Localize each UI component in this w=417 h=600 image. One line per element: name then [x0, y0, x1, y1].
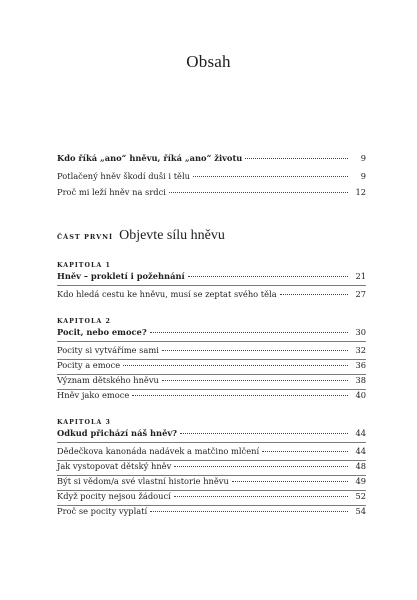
toc-entry-page: 12: [355, 187, 366, 197]
toc-entry-page: 54: [355, 506, 366, 516]
chapter-page: 44: [355, 428, 366, 438]
toc-entry: [57, 446, 366, 461]
dot-leader: [123, 365, 348, 366]
toc-entry-page: 49: [355, 476, 366, 486]
dot-leader: [169, 192, 348, 193]
toc-entry-page: 38: [355, 375, 366, 385]
toc-entry-page: 48: [355, 461, 366, 471]
toc-entry: [57, 375, 366, 390]
dot-leader: [174, 466, 348, 467]
toc-entry-title: Kdo říká „ano“ hněvu, říká „ano“ životu: [57, 153, 243, 163]
page-title: Obsah: [186, 52, 231, 71]
toc-entry-title: Význam dětského hněvu: [57, 375, 159, 385]
part-label: ČÁST PRVNÍ: [57, 233, 114, 241]
toc-entry-page: 9: [360, 171, 366, 181]
toc-entry: [57, 506, 366, 520]
dot-leader: [262, 451, 348, 452]
chapter-label: KAPITOLA 3: [57, 419, 111, 426]
toc-entry-title: Jak vystopovat dětský hněv: [57, 461, 172, 471]
chapter-title-entry: [57, 327, 366, 342]
chapter-title: Odkud přichází náš hněv?: [57, 428, 178, 438]
toc-entry-page: 9: [360, 153, 366, 163]
toc-entry-title: Dědečkova kanonáda nadávek a matčino mlčení: [57, 446, 260, 456]
dot-leader: [193, 176, 348, 177]
toc-entry: [57, 289, 366, 303]
dot-leader: [180, 433, 348, 434]
toc-entry-title: Pocity si vytváříme sami: [57, 345, 159, 355]
part-title: Objevte sílu hněvu: [119, 228, 225, 243]
toc-entry-title: Proč mi leží hněv na srdci: [57, 187, 166, 197]
chapter-page: 21: [355, 271, 366, 281]
toc-entry: [57, 360, 366, 375]
toc-entry-title: Být si vědom/a své vlastní historie hněvu: [57, 476, 229, 486]
dot-leader: [162, 380, 348, 381]
part-heading: [57, 228, 225, 244]
dot-leader: [232, 481, 348, 482]
dot-leader: [174, 496, 348, 497]
toc-entry-title: Potlačený hněv škodí duši i tělu: [57, 171, 190, 181]
toc-entry: [57, 390, 366, 404]
toc-entry: [57, 187, 366, 201]
toc-entry: [57, 476, 366, 491]
toc-entry-intro: [57, 153, 366, 167]
toc-entry-title: Když pocity nejsou žádoucí: [57, 491, 171, 501]
chapter-title: Hněv – prokletí i požehnání: [57, 271, 185, 281]
toc-entry-title: Pocity a emoce: [57, 360, 121, 370]
toc-entry-page: 40: [355, 390, 366, 400]
toc-entry: [57, 461, 366, 476]
dot-leader: [188, 276, 348, 277]
toc-entry-title: Proč se pocity vyplatí: [57, 506, 148, 516]
chapter-page: 30: [355, 327, 366, 337]
dot-leader: [150, 511, 348, 512]
chapter-title: Pocit, nebo emoce?: [57, 327, 147, 337]
toc-entry-page: 52: [355, 491, 366, 501]
chapter-title-entry: [57, 271, 366, 286]
dot-leader: [162, 350, 348, 351]
dot-leader: [280, 294, 348, 295]
chapter-label: KAPITOLA 2: [57, 318, 111, 325]
toc-entry-page: 27: [355, 289, 366, 299]
dot-leader: [132, 395, 348, 396]
chapter-label: KAPITOLA 1: [57, 262, 111, 269]
toc-entry: [57, 491, 366, 506]
toc-entry-title: Kdo hledá cestu ke hněvu, musí se zeptat svého těla: [57, 289, 277, 299]
dot-leader: [150, 332, 348, 333]
toc-entry-title: Hněv jako emoce: [57, 390, 130, 400]
toc-entry-page: 32: [355, 345, 366, 355]
toc-entry: [57, 171, 366, 185]
dot-leader: [245, 158, 348, 159]
toc-entry-page: 44: [355, 446, 366, 456]
toc-entry-page: 36: [355, 360, 366, 370]
chapter-title-entry: [57, 428, 366, 443]
toc-entry: [57, 345, 366, 360]
